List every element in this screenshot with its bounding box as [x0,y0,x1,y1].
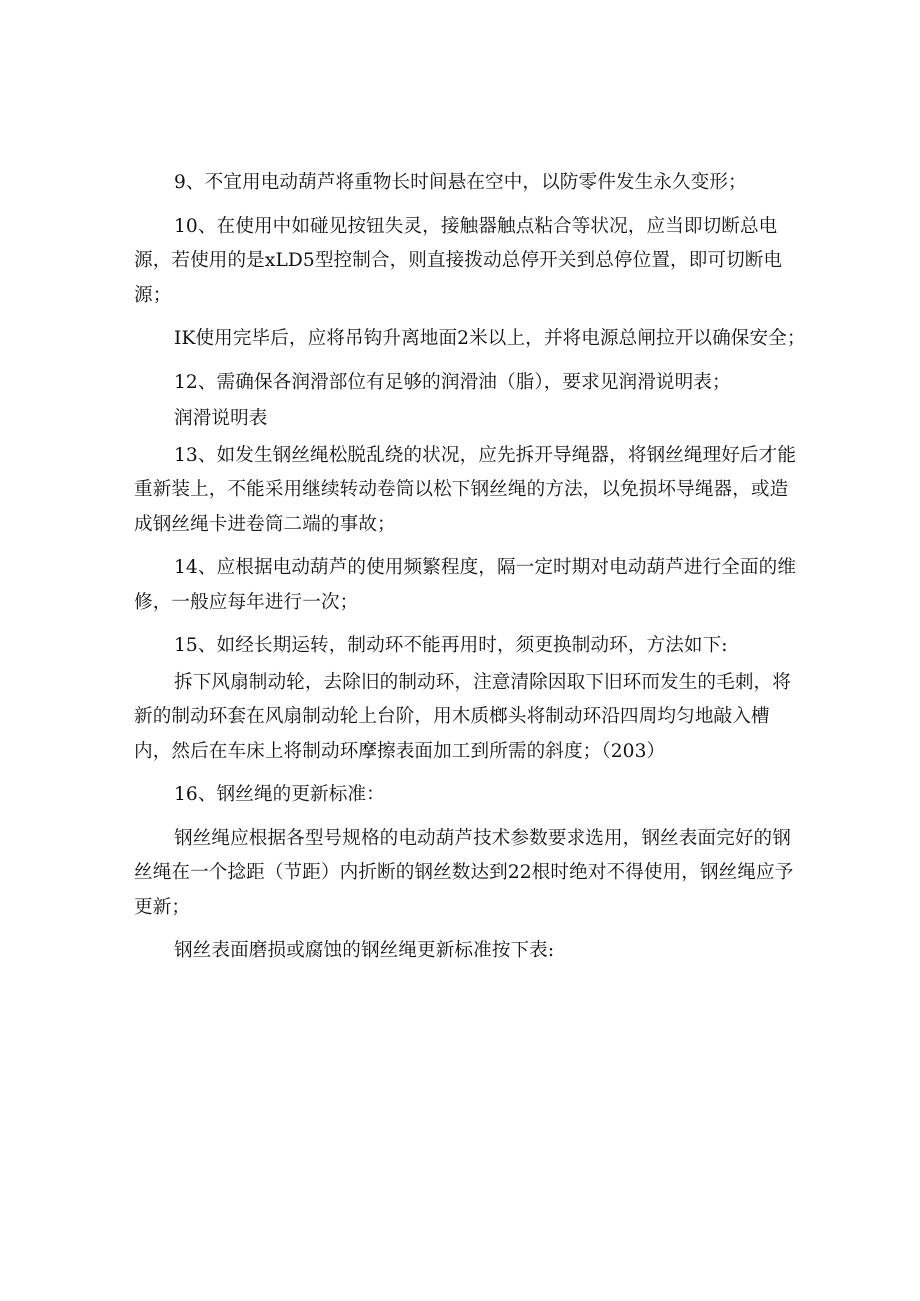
lubrication-table-caption: 润滑说明表 [174,408,268,429]
paragraph-brake-ring-method: 拆下风扇制动轮，去除旧的制动环，注意清除因取下旧环而发生的毛刺，将新的制动环套在风扇制动轮上台阶，用木质榔头将制动环沿四周均匀地敲入槽内，然后在车床上将制动环摩擦表面加工到所需的斜度；（203） [134,671,791,762]
paragraph-wire-rope-table-intro: 钢丝表面磨损或腐蚀的钢丝绳更新标准按下表: [174,940,555,961]
paragraph-item-11: IK使用完毕后，应将吊钩升离地面2米以上，并将电源总闸拉开以确保安全； [174,328,806,349]
paragraph-item-13: 13、如发生钢丝绳松脱乱绕的状况，应先拆开导绳器，将钢丝绳理好后才能重新装上，不能采用继续转动卷筒以松下钢丝绳的方法，以免损坏导绳器，或造成钢丝绳卡进卷筒二端的事故； [134,444,797,535]
paragraph-item-16: 16、钢丝绳的更新标准： [174,784,385,805]
paragraph-item-9: 9、不宜用电动葫芦将重物长时间悬在空中，以防零件发生永久变形； [174,172,747,193]
paragraph-item-12: 12、需确保各润滑部位有足够的润滑油（脂），要求见润滑说明表； [174,371,731,393]
paragraph-wire-rope-selection: 钢丝绳应根据各型号规格的电动葫芦技术参数要求选用，钢丝表面完好的钢丝绳在一个捻距（节距）内折断的钢丝数达到22根时绝对不得使用，钢丝绳应予更新； [134,827,794,918]
paragraph-item-10: 10、在使用中如碰见按钮失灵，接触器触点粘合等状况，应当即切断总电源，若使用的是xLD5型控制合，则直接拨动总停开关到总停位置，即可切断电源； [134,215,783,306]
paragraph-item-15: 15、如经长期运转，制动环不能再用时，须更换制动环，方法如下: [174,635,728,656]
document-body [134,166,806,969]
paragraph-item-14: 14、应根据电动葫芦的使用频繁程度，隔一定时期对电动葫芦进行全面的维修，一般应每年进行一次； [134,557,797,613]
